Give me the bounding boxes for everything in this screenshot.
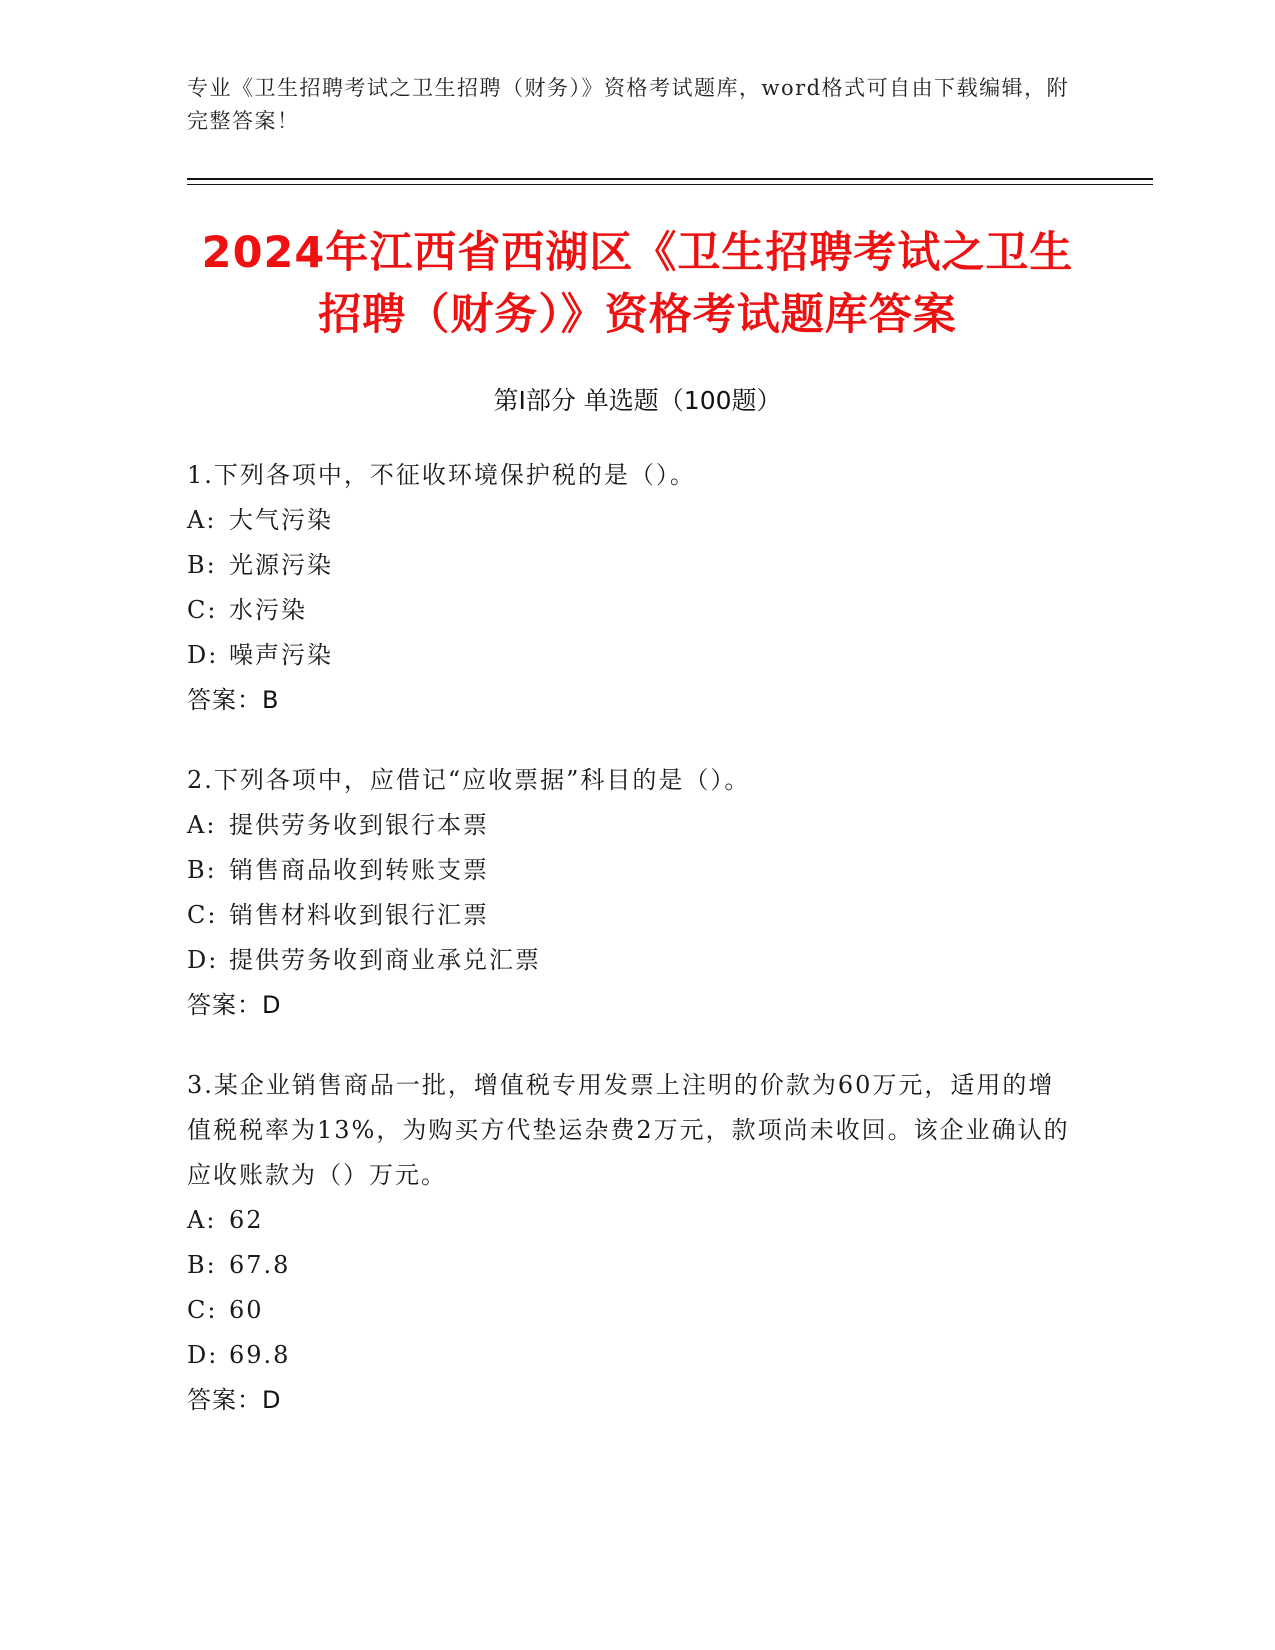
document-title-line-2: 招聘（财务）》资格考试题库答案: [318, 290, 957, 340]
question-3: [187, 1063, 1077, 1423]
option-key: D:: [187, 946, 219, 974]
option-a: [187, 803, 1077, 848]
option-b: [187, 1243, 1077, 1288]
question-1: [187, 453, 1077, 723]
option-c: [187, 588, 1077, 633]
question-2: [187, 758, 1077, 1028]
option-key: B:: [187, 551, 217, 579]
section-title: 第Ⅰ部分 单选题（100题）: [493, 386, 782, 415]
option-text: 提供劳务收到商业承兑汇票: [229, 946, 541, 974]
option-key: A:: [187, 506, 217, 534]
header-divider-thin: [187, 184, 1153, 185]
option-key: A:: [187, 811, 217, 839]
option-key: D:: [187, 1341, 219, 1369]
answer-line: 答案：D: [187, 1386, 282, 1414]
option-text: 67.8: [229, 1251, 291, 1279]
option-key: B:: [187, 1251, 217, 1279]
option-text: 69.8: [229, 1341, 291, 1369]
option-b: [187, 848, 1077, 893]
option-key: D:: [187, 641, 219, 669]
option-text: 大气污染: [229, 506, 333, 534]
option-d: [187, 1333, 1077, 1378]
header-divider-thick: [187, 178, 1153, 180]
option-text: 60: [229, 1296, 264, 1324]
document-title: [150, 222, 1125, 346]
document-title-line-1: 2024年江西省西湖区《卫生招聘考试之卫生: [201, 228, 1074, 278]
option-key: C:: [187, 901, 218, 929]
question-stem: 2.下列各项中，应借记“应收票据”科目的是（）。: [187, 766, 751, 794]
question-stem: 1.下列各项中，不征收环境保护税的是（）。: [187, 461, 696, 489]
option-c: [187, 893, 1077, 938]
answer-line: 答案：B: [187, 686, 280, 714]
option-text: 销售商品收到转账支票: [229, 856, 489, 884]
header-note: 专业《卫生招聘考试之卫生招聘（财务）》资格考试题库，word格式可自由下载编辑，附完整答案！: [187, 76, 1070, 133]
option-text: 提供劳务收到银行本票: [229, 811, 489, 839]
option-key: B:: [187, 856, 217, 884]
option-key: C:: [187, 596, 218, 624]
option-text: 水污染: [229, 596, 307, 624]
answer-line: 答案：D: [187, 991, 282, 1019]
option-key: A:: [187, 1206, 217, 1234]
option-d: [187, 938, 1077, 983]
option-a: [187, 1198, 1077, 1243]
option-text: 62: [229, 1206, 264, 1234]
option-text: 噪声污染: [229, 641, 333, 669]
question-stem: 3.某企业销售商品一批，增值税专用发票上注明的价款为60万元，适用的增值税税率为13%，为购买方代垫运杂费2万元，款项尚未收回。该企业确认的应收账款为（）万元。: [187, 1071, 1070, 1189]
option-a: [187, 498, 1077, 543]
option-c: [187, 1288, 1077, 1333]
option-b: [187, 543, 1077, 588]
option-text: 销售材料收到银行汇票: [229, 901, 489, 929]
option-text: 光源污染: [229, 551, 333, 579]
option-key: C:: [187, 1296, 218, 1324]
option-d: [187, 633, 1077, 678]
